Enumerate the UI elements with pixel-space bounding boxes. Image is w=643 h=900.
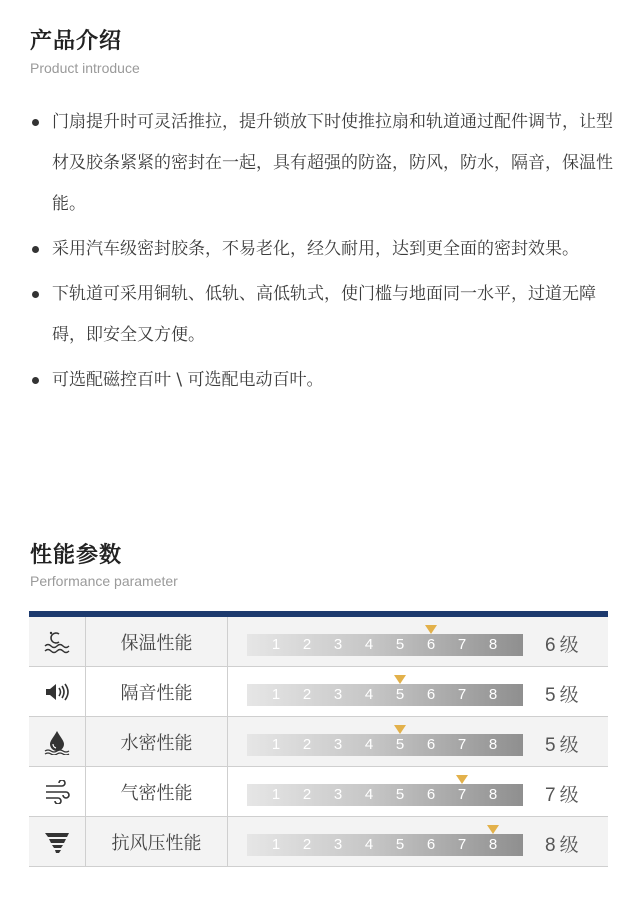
level-scale [247, 634, 523, 656]
scale-number: 3 [333, 686, 343, 703]
level-scale [247, 784, 523, 806]
scale-number: 6 [426, 736, 436, 753]
scale-number: 7 [457, 786, 467, 803]
scale-number: 2 [302, 686, 312, 703]
performance-row [29, 767, 608, 817]
scale-number: 5 [395, 686, 405, 703]
scale-number: 6 [426, 786, 436, 803]
scale-number: 4 [364, 736, 374, 753]
scale-number: 2 [302, 836, 312, 853]
grade-value: 7 级 [545, 784, 579, 806]
performance-table [29, 611, 608, 867]
scale-number: 5 [395, 636, 405, 653]
scale-number: 6 [426, 686, 436, 703]
scale-number: 7 [457, 636, 467, 653]
level-scale [247, 684, 523, 706]
scale-number: 7 [457, 736, 467, 753]
level-marker-icon [487, 825, 499, 834]
grade-value: 8 级 [545, 834, 579, 856]
scale-number: 3 [333, 636, 343, 653]
feature-item: 门扇提升时可灵活推拉，提升锁放下时使推拉扇和轨道通过配件调节，让型材及胶条紧紧的密封在一起，具有超强的防盗，防风，防水，隔音，保温性能。 [30, 102, 620, 225]
metric-name: 抗风压性能 [86, 817, 228, 866]
level-meter [228, 617, 608, 666]
scale-number: 3 [333, 736, 343, 753]
level-marker-icon [394, 675, 406, 684]
scale-number: 5 [395, 836, 405, 853]
metric-name: 气密性能 [86, 767, 228, 816]
feature-item: 下轨道可采用铜轨、低轨、高低轨式，使门槛与地面同一水平，过道无障碍，即安全又方便。 [30, 274, 620, 356]
performance-row [29, 717, 608, 767]
scale-number: 8 [488, 636, 498, 653]
scale-number: 4 [364, 836, 374, 853]
level-meter [228, 817, 608, 866]
scale-number: 8 [488, 786, 498, 803]
level-scale [247, 834, 523, 856]
metric-name: 保温性能 [86, 617, 228, 666]
feature-item: 采用汽车级密封胶条，不易老化，经久耐用，达到更全面的密封效果。 [30, 229, 620, 270]
level-marker-icon [425, 625, 437, 634]
scale-number: 1 [271, 836, 281, 853]
scale-number: 4 [364, 636, 374, 653]
scale-number: 6 [426, 636, 436, 653]
level-marker-icon [456, 775, 468, 784]
level-meter [228, 717, 608, 766]
scale-number: 8 [488, 836, 498, 853]
wind-flow-icon [29, 767, 86, 816]
scale-number: 8 [488, 686, 498, 703]
level-meter [228, 767, 608, 816]
scale-number: 4 [364, 786, 374, 803]
grade-value: 6 级 [545, 634, 579, 656]
performance-row [29, 817, 608, 867]
scale-number: 2 [302, 636, 312, 653]
metric-name: 水密性能 [86, 717, 228, 766]
grade-value: 5 级 [545, 734, 579, 756]
scale-number: 3 [333, 836, 343, 853]
feature-list [30, 102, 620, 405]
scale-number: 7 [457, 836, 467, 853]
feature-item: 可选配磁控百叶 \ 可选配电动百叶。 [30, 360, 620, 401]
scale-number: 2 [302, 736, 312, 753]
performance-row [29, 667, 608, 717]
intro-title: 产品介绍 [30, 29, 123, 54]
intro-subtitle: Product introduce [30, 60, 140, 76]
performance-row [29, 617, 608, 667]
scale-number: 3 [333, 786, 343, 803]
scale-number: 2 [302, 786, 312, 803]
grade-value: 5 级 [545, 684, 579, 706]
speaker-sound-icon [29, 667, 86, 716]
scale-number: 4 [364, 686, 374, 703]
thermal-insulation-icon [29, 617, 86, 666]
level-meter [228, 667, 608, 716]
level-scale [247, 734, 523, 756]
scale-number: 1 [271, 786, 281, 803]
scale-number: 1 [271, 636, 281, 653]
level-marker-icon [394, 725, 406, 734]
scale-number: 1 [271, 736, 281, 753]
scale-number: 8 [488, 736, 498, 753]
tornado-icon [29, 817, 86, 866]
performance-subtitle: Performance parameter [30, 573, 178, 589]
scale-number: 1 [271, 686, 281, 703]
scale-number: 6 [426, 836, 436, 853]
scale-number: 5 [395, 786, 405, 803]
metric-name: 隔音性能 [86, 667, 228, 716]
performance-title: 性能参数 [30, 543, 123, 568]
scale-number: 7 [457, 686, 467, 703]
scale-number: 5 [395, 736, 405, 753]
water-drop-icon [29, 717, 86, 766]
